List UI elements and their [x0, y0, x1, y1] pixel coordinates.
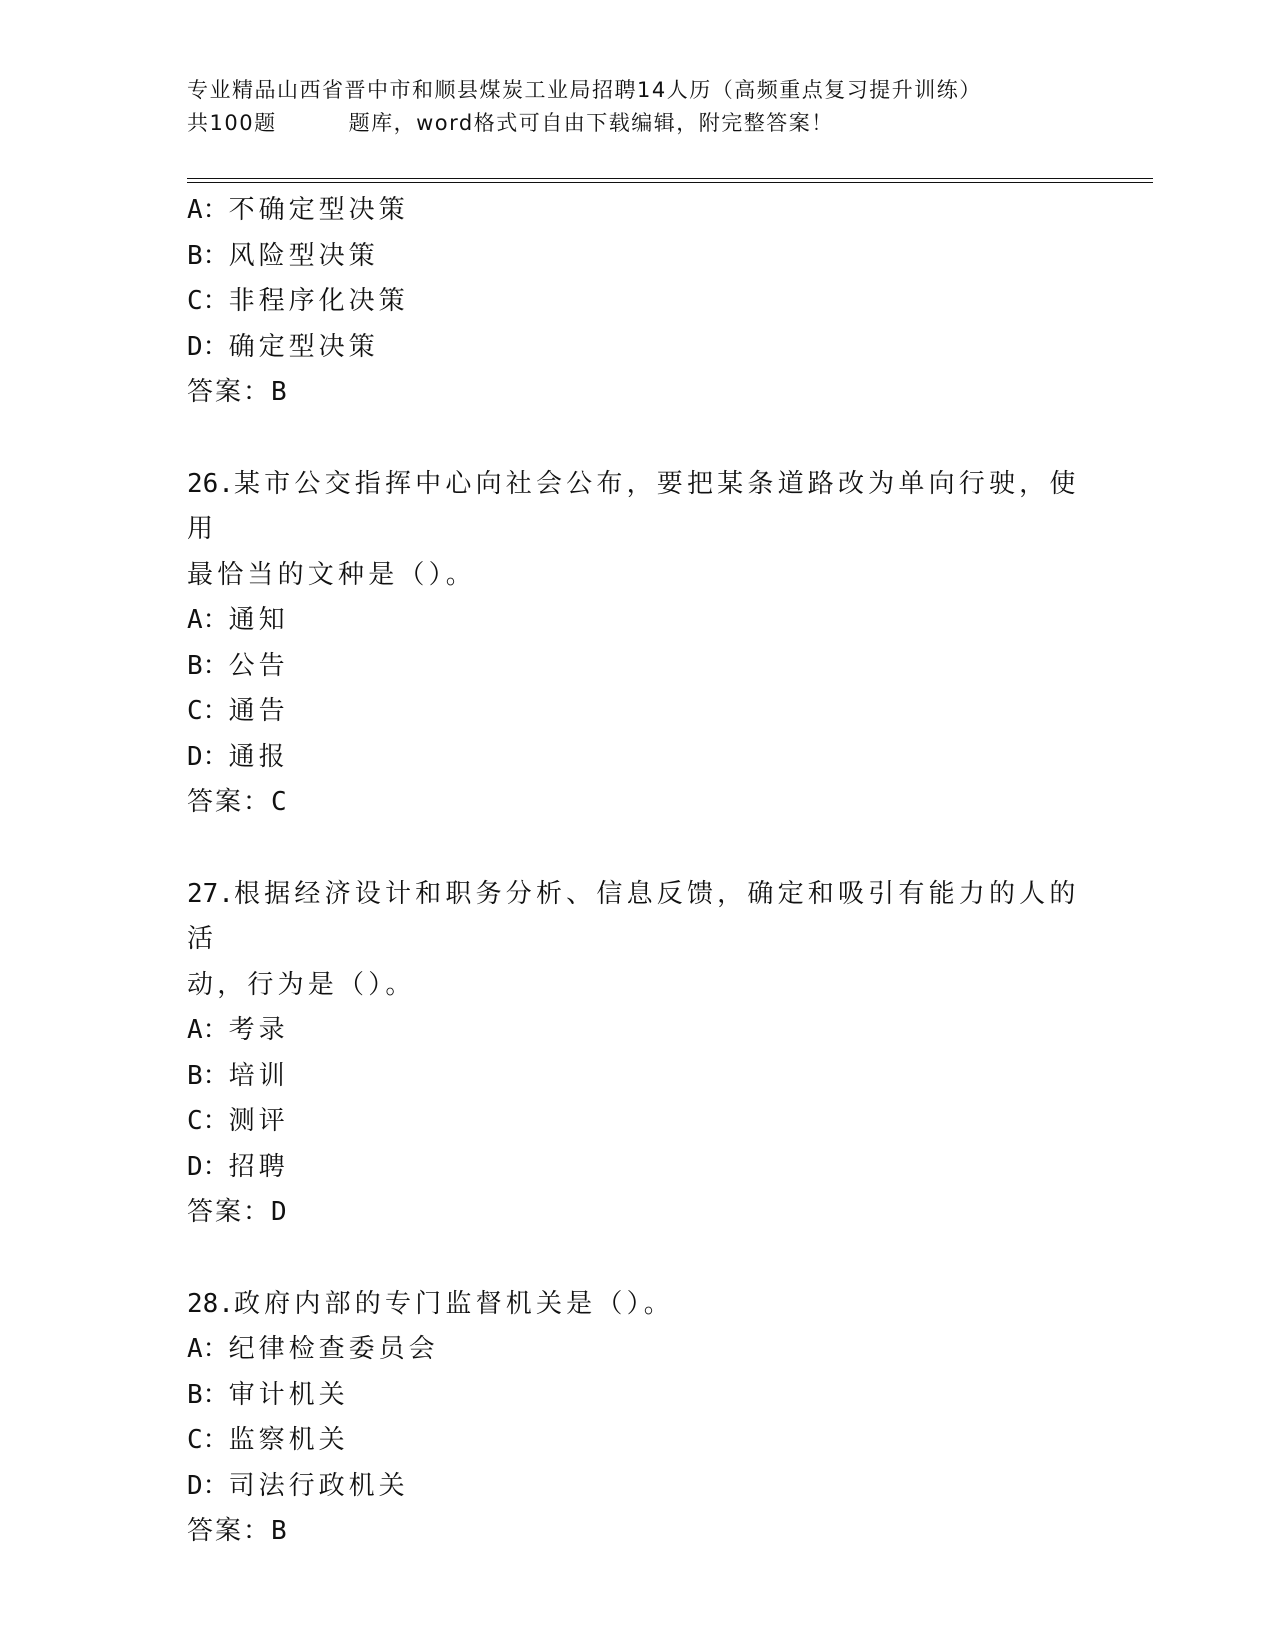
- option-a: [187, 1327, 1087, 1373]
- question-number: 28.: [187, 1288, 234, 1319]
- option-b: [187, 234, 1087, 280]
- answer-value: B: [271, 1516, 289, 1546]
- option-text: 招聘: [228, 1151, 289, 1182]
- option-label: D：: [187, 1470, 229, 1501]
- answer-value: D: [271, 1197, 289, 1227]
- question-text-line1: 政府内部的专门监督机关是（）。: [233, 1288, 674, 1319]
- option-c: [187, 1099, 1087, 1145]
- option-d: [187, 325, 1087, 371]
- option-text: 司法行政机关: [228, 1470, 409, 1501]
- answer-label: 答案：: [187, 377, 272, 407]
- option-a: [187, 1008, 1087, 1054]
- question-text-line2: 最恰当的文种是（）。: [187, 559, 477, 590]
- option-text: 测评: [228, 1106, 289, 1136]
- option-text: 确定型决策: [228, 331, 379, 362]
- header-description: 题库，word格式可自由下载编辑，附完整答案！: [348, 111, 834, 135]
- option-d: [187, 735, 1087, 781]
- header-question-count: 共100题: [187, 111, 277, 135]
- question-block-prev: [187, 188, 1087, 416]
- option-text: 公告: [228, 650, 289, 681]
- answer-label: 答案：: [187, 787, 272, 817]
- option-text: 监察机关: [228, 1425, 349, 1455]
- option-text: 纪律检查委员会: [228, 1334, 439, 1364]
- answer-line: [187, 370, 1087, 416]
- question-text: [187, 872, 1087, 1009]
- option-b: [187, 1054, 1087, 1100]
- option-label: D：: [187, 1151, 229, 1182]
- option-label: C：: [187, 286, 229, 316]
- option-label: B：: [187, 240, 229, 271]
- option-text: 培训: [228, 1060, 289, 1091]
- option-label: A：: [187, 605, 229, 635]
- question-number: 27.: [187, 878, 234, 909]
- answer-value: B: [271, 377, 289, 407]
- question-list: [187, 188, 1087, 1555]
- header-subtitle-line: [187, 107, 1147, 140]
- answer-label: 答案：: [187, 1516, 272, 1546]
- option-label: D：: [187, 331, 229, 362]
- question-text: [187, 462, 1087, 599]
- answer-value: C: [271, 787, 289, 817]
- option-a: [187, 188, 1087, 234]
- option-label: C：: [187, 696, 229, 726]
- header-double-rule: [187, 178, 1153, 183]
- question-number: 26.: [187, 468, 234, 499]
- question-block-27: [187, 872, 1087, 1236]
- option-d: [187, 1464, 1087, 1510]
- option-text: 通告: [228, 696, 289, 726]
- option-d: [187, 1145, 1087, 1191]
- option-text: 考录: [228, 1015, 289, 1045]
- option-label: C：: [187, 1106, 229, 1136]
- option-c: [187, 689, 1087, 735]
- option-c: [187, 1418, 1087, 1464]
- option-c: [187, 279, 1087, 325]
- option-text: 风险型决策: [228, 240, 379, 271]
- document-header: [187, 74, 1147, 140]
- option-label: B：: [187, 650, 229, 681]
- option-label: B：: [187, 1060, 229, 1091]
- answer-line: [187, 1190, 1087, 1236]
- header-title-line: 专业精品山西省晋中市和顺县煤炭工业局招聘14人历（高频重点复习提升训练）: [187, 78, 982, 102]
- question-text-line1: 某市公交指挥中心向社会公布，要把某条道路改为单向行驶，使用: [187, 468, 1080, 544]
- answer-line: [187, 780, 1087, 826]
- question-text-line2: 动，行为是（）。: [187, 969, 416, 1000]
- question-block-28: [187, 1282, 1087, 1555]
- option-label: C：: [187, 1425, 229, 1455]
- question-block-26: [187, 462, 1087, 826]
- option-text: 通报: [228, 741, 289, 772]
- question-text: [187, 1282, 1087, 1328]
- option-label: B：: [187, 1379, 229, 1410]
- option-text: 通知: [228, 605, 289, 635]
- answer-line: [187, 1509, 1087, 1555]
- option-text: 审计机关: [228, 1379, 349, 1410]
- option-a: [187, 598, 1087, 644]
- option-label: A：: [187, 1334, 229, 1364]
- option-label: A：: [187, 195, 229, 225]
- option-text: 不确定型决策: [228, 195, 409, 225]
- option-b: [187, 1373, 1087, 1419]
- option-text: 非程序化决策: [228, 286, 409, 316]
- option-label: D：: [187, 741, 229, 772]
- answer-label: 答案：: [187, 1197, 272, 1227]
- option-label: A：: [187, 1015, 229, 1045]
- option-b: [187, 644, 1087, 690]
- question-text-line1: 根据经济设计和职务分析、信息反馈，确定和吸引有能力的人的活: [187, 878, 1080, 954]
